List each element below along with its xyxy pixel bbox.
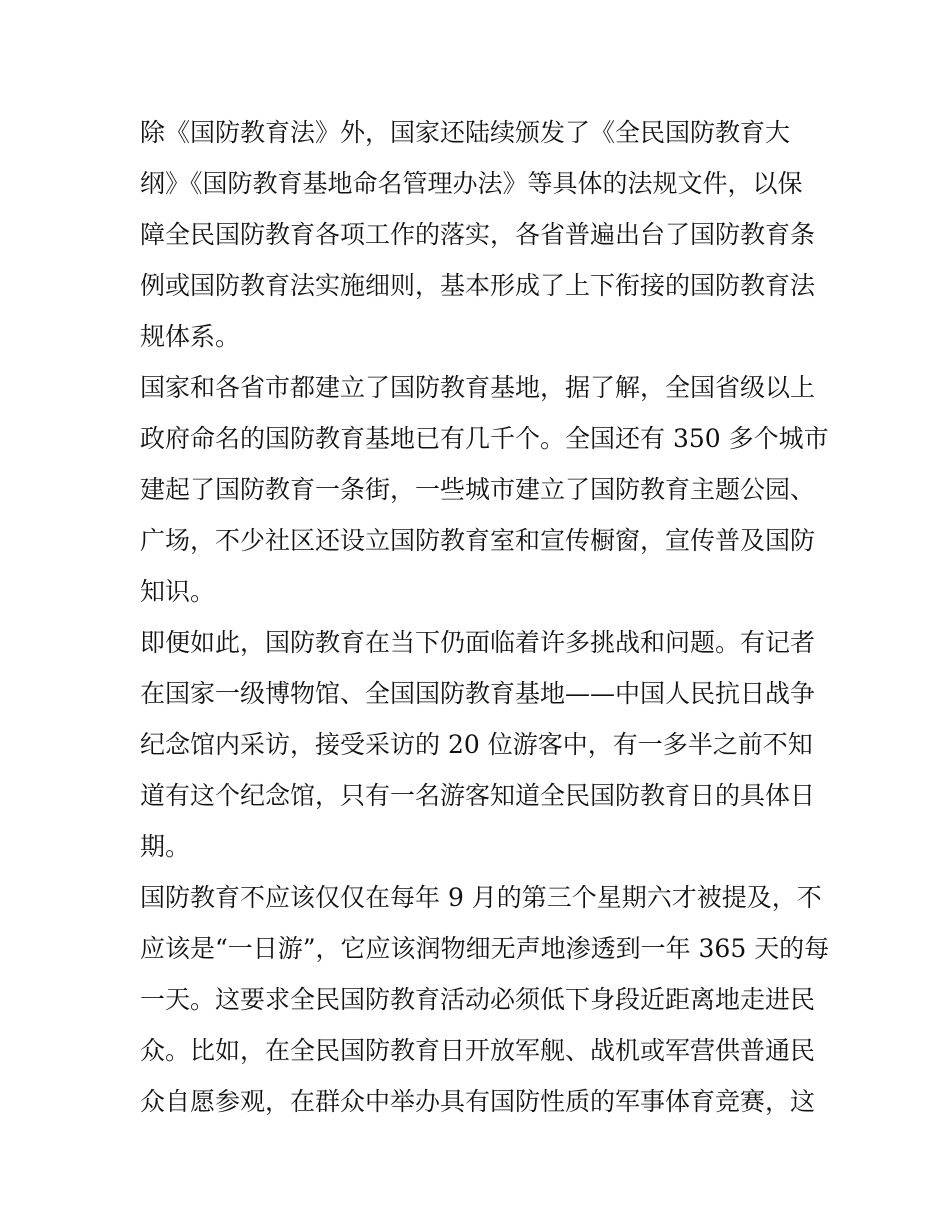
text-line: 一天。这要求全民国防教育活动必须低下身段近距离地走进民 [140,985,816,1014]
paragraph [140,872,830,1127]
text-line: 道有这个纪念馆，只有一名游客知道全民国防教育日的具体日 [140,781,816,810]
text-line: 即便如此，国防教育在当下仍面临着许多挑战和问题。有记者 [140,628,816,657]
text-line: 众自愿参观，在群众中举办具有国防性质的军事体育竞赛，这 [140,1087,816,1116]
text-line: 建起了国防教育一条街，一些城市建立了国防教育主题公园、 [140,475,816,504]
text-line: 知识。 [140,577,216,606]
text-line: 纪念馆内采访，接受采访的 20 位游客中，有一多半之前不知 [140,730,813,759]
text-line: 广场，不少社区还设立国防教育室和宣传橱窗，宣传普及国防 [140,526,816,555]
text-line: 纲》《国防教育基地命名管理办法》等具体的法规文件，以保 [140,169,803,198]
text-line: 期。 [140,832,191,861]
text-line: 在国家一级博物馆、全国国防教育基地——中国人民抗日战争 [140,679,816,708]
text-line: 国防教育不应该仅仅在每年 9 月的第三个星期六才被提及，不 [140,883,822,912]
document-body [140,107,830,1127]
text-line: 国家和各省市都建立了国防教育基地，据了解，全国省级以上 [140,373,816,402]
text-line: 应该是“一日游”，它应该润物细无声地渗透到一年 365 天的每 [140,934,830,963]
text-line: 除《国防教育法》外，国家还陆续颁发了《全民国防教育大 [140,118,791,147]
paragraph [140,617,820,872]
paragraph [140,107,820,362]
text-line: 规体系。 [140,322,241,351]
text-line: 政府命名的国防教育基地已有几千个。全国还有 350 多个城市 [140,424,829,453]
text-line: 例或国防教育法实施细则，基本形成了上下衔接的国防教育法 [140,271,816,300]
text-line: 障全民国防教育各项工作的落实，各省普遍出台了国防教育条 [140,220,816,249]
paragraph [140,362,829,617]
text-line: 众。比如，在全民国防教育日开放军舰、战机或军营供普通民 [140,1036,816,1065]
